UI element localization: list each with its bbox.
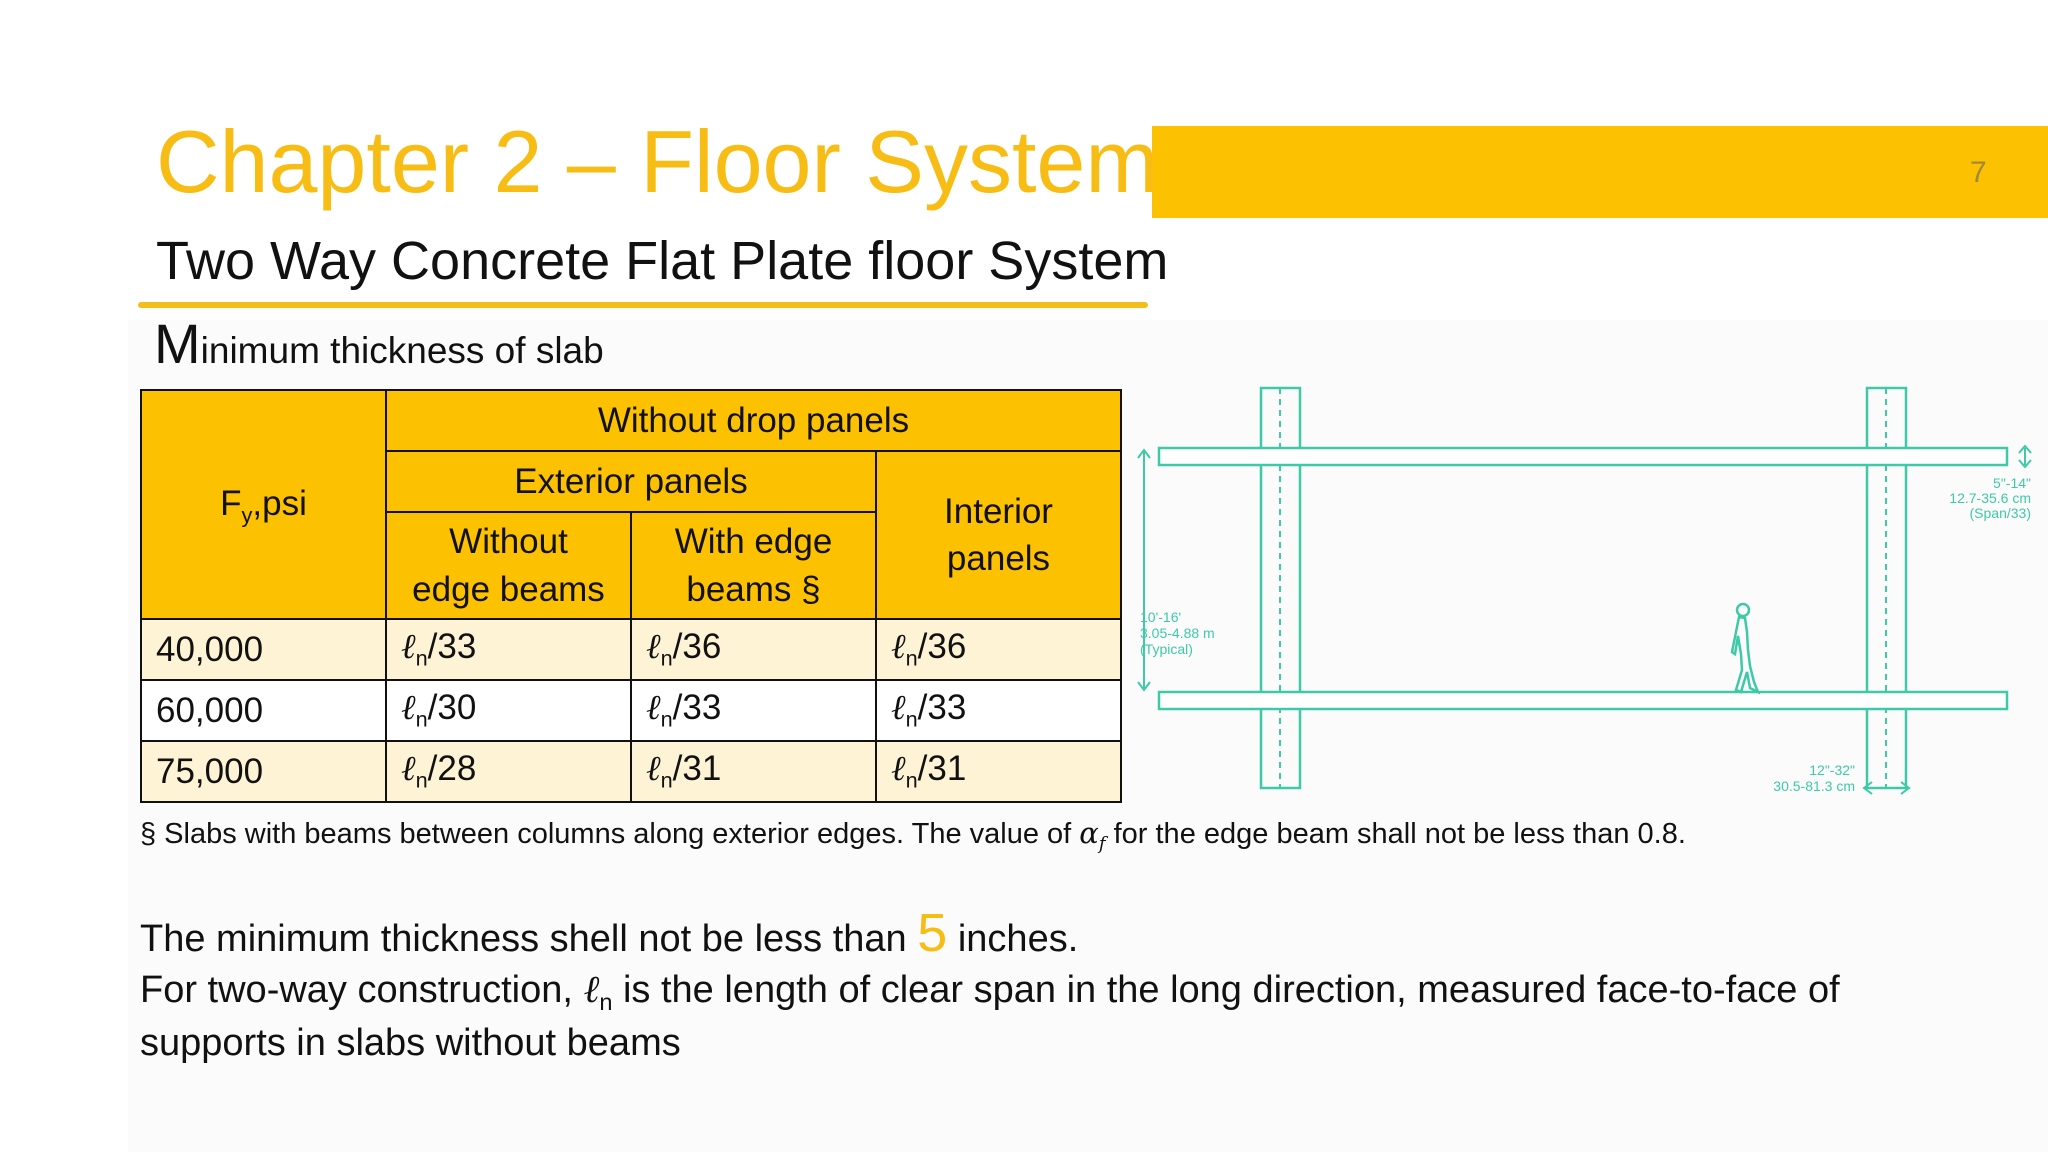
with-edge-cell <box>631 619 876 680</box>
column-label-cm: 30.5-81.3 cm <box>1773 778 1855 794</box>
slide-subtitle: Two Way Concrete Flat Plate floor System <box>156 231 1169 291</box>
interior-header-line2: panels <box>946 539 1051 578</box>
ell-sub: n <box>415 767 428 793</box>
ell-symbol: ℓ <box>891 627 906 668</box>
footnote-after: for the edge beam shall not be less than 0.8. <box>1105 818 1686 850</box>
body-line2-after: is the length of clear span in the long direction, measured face-to-face of supports in slabs without beams <box>140 969 1840 1065</box>
with-edge-cell <box>631 680 876 741</box>
ratio-value: /36 <box>917 627 967 667</box>
without-edge-cell <box>386 741 631 802</box>
table-footnote <box>140 816 1686 854</box>
ell-symbol: ℓ <box>401 688 416 729</box>
ell-sub: n <box>905 706 918 732</box>
body-line-1 <box>140 903 1970 964</box>
body-line1-before: The minimum thickness shell not be less than <box>140 918 918 960</box>
without-edge-line1: Without <box>449 522 568 562</box>
min-thickness-value: 5 <box>917 903 948 963</box>
body-line1-after: inches. <box>947 918 1079 960</box>
with-edge-beams-header <box>631 512 876 619</box>
ell-sub: n <box>660 706 673 732</box>
slab-lower <box>1159 692 2007 709</box>
interior-header-line1: Interior <box>944 491 1053 531</box>
slab-upper <box>1159 448 2007 465</box>
ratio-value: /33 <box>917 688 967 728</box>
footnote-before: § Slabs with beams between columns along exterior edges. The value of <box>140 818 1080 850</box>
ell-symbol: ℓ <box>646 688 661 729</box>
ell-symbol: ℓ <box>401 627 416 668</box>
slide-title: Chapter 2 – Floor System <box>156 112 1159 211</box>
section-heading-rest: inimum thickness of slab <box>200 330 604 371</box>
with-edge-line1: With edge <box>674 522 833 562</box>
fy-cell: 75,000 <box>141 741 386 802</box>
interior-cell <box>876 680 1121 741</box>
with-edge-cell <box>631 741 876 802</box>
subtitle-underline <box>138 302 1148 308</box>
ell-sub: n <box>660 645 673 671</box>
ell-sub: n <box>415 706 428 732</box>
height-label-m: 3.05-4.88 m <box>1140 625 1215 641</box>
interior-cell <box>876 741 1121 802</box>
ell-symbol: ℓ <box>891 688 906 729</box>
without-edge-cell <box>386 680 631 741</box>
column-label-in: 12"-32" <box>1809 762 1855 778</box>
ell-sub: n <box>660 767 673 793</box>
ell-symbol: ℓ <box>646 749 661 790</box>
fy-header <box>141 390 386 619</box>
ell-sub: n <box>905 645 918 671</box>
table-row <box>141 619 1121 680</box>
slab-label-in: 5"-14" <box>1993 475 2031 491</box>
fy-header-f: F <box>220 483 242 523</box>
table-row <box>141 680 1121 741</box>
ratio-value: /33 <box>427 627 477 667</box>
slab-label-cm: 12.7-35.6 cm <box>1949 490 2031 506</box>
ell-symbol: ℓ <box>583 967 600 1012</box>
ratio-value: /33 <box>672 688 722 728</box>
ell-symbol: ℓ <box>891 749 906 790</box>
ratio-value: /31 <box>917 749 967 789</box>
without-edge-cell <box>386 619 631 680</box>
page-number: 7 <box>1970 156 1987 189</box>
section-heading <box>154 312 604 375</box>
minimum-thickness-table <box>140 389 1122 803</box>
without-edge-line2: edge beams <box>412 569 605 609</box>
ell-sub: n <box>415 645 428 671</box>
ell-sub: n <box>599 989 613 1016</box>
height-label-ft: 10'-16' <box>1140 609 1182 625</box>
ell-symbol: ℓ <box>401 749 416 790</box>
exterior-panels-header: Exterior panels <box>386 451 876 512</box>
ratio-value: /28 <box>427 749 477 789</box>
ell-symbol: ℓ <box>646 627 661 668</box>
section-heading-cap: M <box>154 312 201 375</box>
ratio-value: /31 <box>672 749 722 789</box>
fy-cell: 60,000 <box>141 680 386 741</box>
fy-cell: 40,000 <box>141 619 386 680</box>
flat-plate-section-diagram <box>1130 370 2048 810</box>
height-label-typical: (Typical) <box>1140 641 1193 657</box>
without-drop-panels-header: Without drop panels <box>386 390 1121 451</box>
table-row <box>141 741 1121 802</box>
person-scale-figure <box>1732 604 1758 692</box>
fy-header-sub: y <box>241 502 253 528</box>
slab-label-span: (Span/33) <box>1969 505 2031 521</box>
interior-panels-header <box>876 451 1121 619</box>
ratio-value: /36 <box>672 627 722 667</box>
ell-sub: n <box>905 767 918 793</box>
alpha-sub: f <box>1098 833 1106 855</box>
without-edge-beams-header <box>386 512 631 619</box>
body-line-2 <box>140 964 1970 1068</box>
header-accent-bar <box>1152 126 2048 218</box>
body-text <box>140 903 1970 1069</box>
ratio-value: /30 <box>427 688 477 728</box>
body-line2-before: For two-way construction, <box>140 969 584 1012</box>
alpha-symbol: α <box>1079 816 1099 850</box>
with-edge-line2: beams § <box>686 569 821 609</box>
fy-header-rest: ,psi <box>252 483 307 523</box>
interior-cell <box>876 619 1121 680</box>
